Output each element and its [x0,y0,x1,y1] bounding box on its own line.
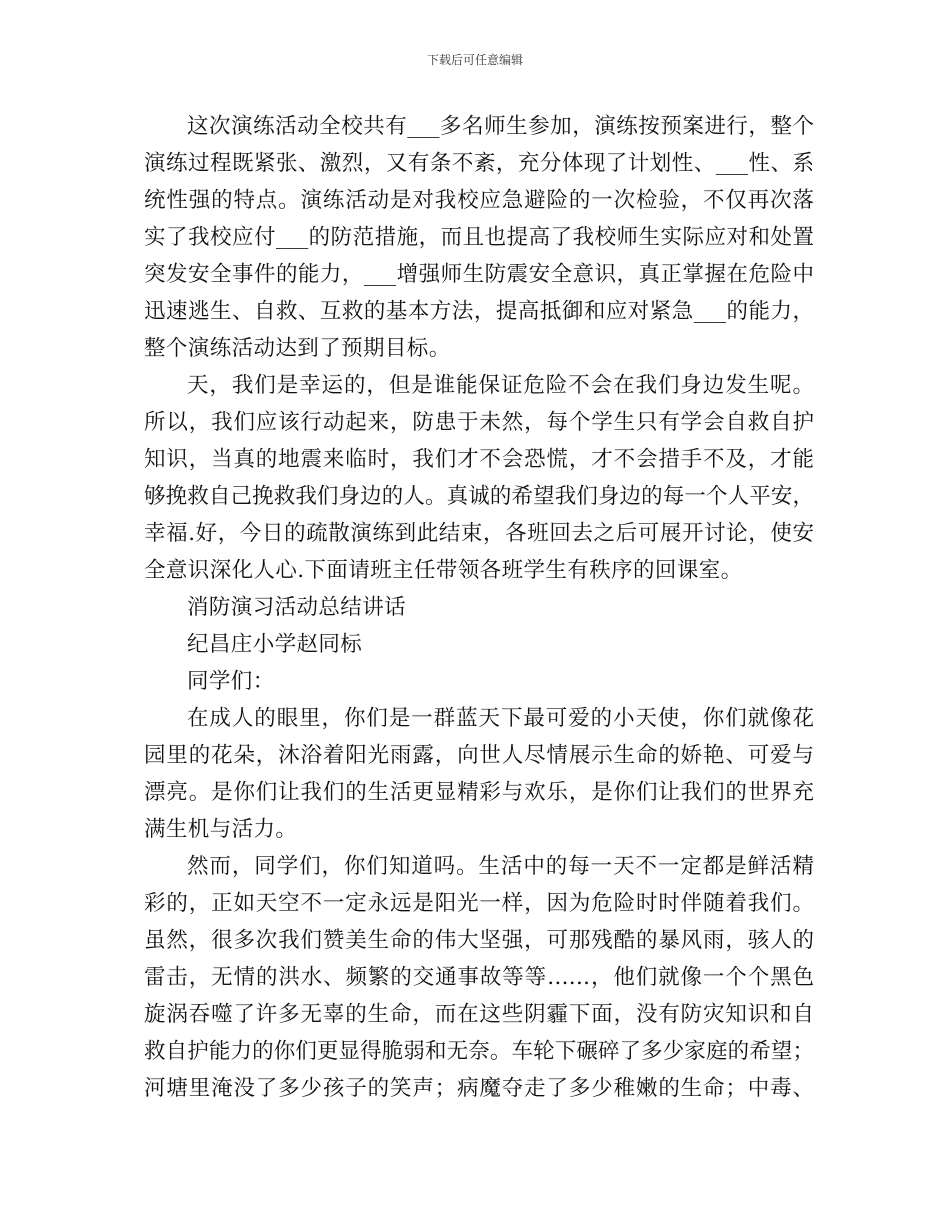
text-line: 河塘里淹没了多少孩子的笑声；病魔夺走了多少稚嫩的生命；中毒、 [144,1076,814,1101]
text-line: 迅速逃生、自救、互救的基本方法，提高抵御和应对紧急___的能力， [144,299,814,324]
text-line: 整个演练活动达到了预期目标。 [144,336,451,361]
text-line: 满生机与活力。 [144,817,298,842]
text-line: 旋涡吞噬了许多无辜的生命，而在这些阴霾下面，没有防灾知识和自 [144,1002,814,1027]
text-line: 漂亮。是你们让我们的生活更显精彩与欢乐，是你们让我们的世界充 [144,780,814,805]
text-line: 消防演习活动总结讲话 [187,595,407,620]
text-line: 知识，当真的地震来临时，我们才不会恐慌，才不会措手不及，才能 [144,447,814,472]
text-line: 园里的花朵，沐浴着阳光雨露，向世人尽情展示生命的娇艳、可爱与 [144,743,814,768]
text-line: 这次演练活动全校共有___多名师生参加，演练按预案进行，整个 [187,114,814,139]
text-line: 演练过程既紧张、激烈，又有条不紊，充分体现了计划性、___性、系 [144,151,814,176]
document-body [144,108,814,1107]
text-line: 所以，我们应该行动起来，防患于未然，每个学生只有学会自救自护 [144,410,814,435]
text-line: 实了我校应付___的防范措施，而且也提高了我校师生实际应对和处置 [144,225,814,250]
text-line: 天，我们是幸运的，但是谁能保证危险不会在我们身边发生呢。 [187,373,814,398]
text-line: 然而，同学们，你们知道吗。生活中的每一天不一定都是鲜活精 [187,854,814,879]
text-line: 统性强的特点。演练活动是对我校应急避险的一次检验，不仅再次落 [144,188,814,213]
text-line: 幸福.好，今日的疏散演练到此结束，各班回去之后可展开讨论，使安 [144,521,814,546]
text-line: 同学们： [187,669,275,694]
text-line: 虽然，很多次我们赞美生命的伟大坚强，可那残酷的暴风雨，骇人的 [144,928,814,953]
page-header-note: 下载后可任意编辑 [426,53,523,67]
text-line: 在成人的眼里，你们是一群蓝天下最可爱的小天使，你们就像花 [187,706,814,731]
text-line: 彩的，正如天空不一定永远是阳光一样，因为危险时时伴随着我们。 [144,891,814,916]
text-line: 雷击，无情的洪水、频繁的交通事故等等……，他们就像一个个黑色 [144,965,814,990]
text-line: 救自护能力的你们更显得脆弱和无奈。车轮下碾碎了多少家庭的希望； [144,1039,814,1064]
text-line: 纪昌庄小学赵同标 [187,632,363,657]
text-line: 突发安全事件的能力，___增强师生防震安全意识，真正掌握在危险中 [144,262,814,287]
text-line: 全意识深化人心.下面请班主任带领各班学生有秩序的回课室。 [144,558,743,583]
text-line: 够挽救自己挽救我们身边的人。真诚的希望我们身边的每一个人平安， [144,484,814,509]
